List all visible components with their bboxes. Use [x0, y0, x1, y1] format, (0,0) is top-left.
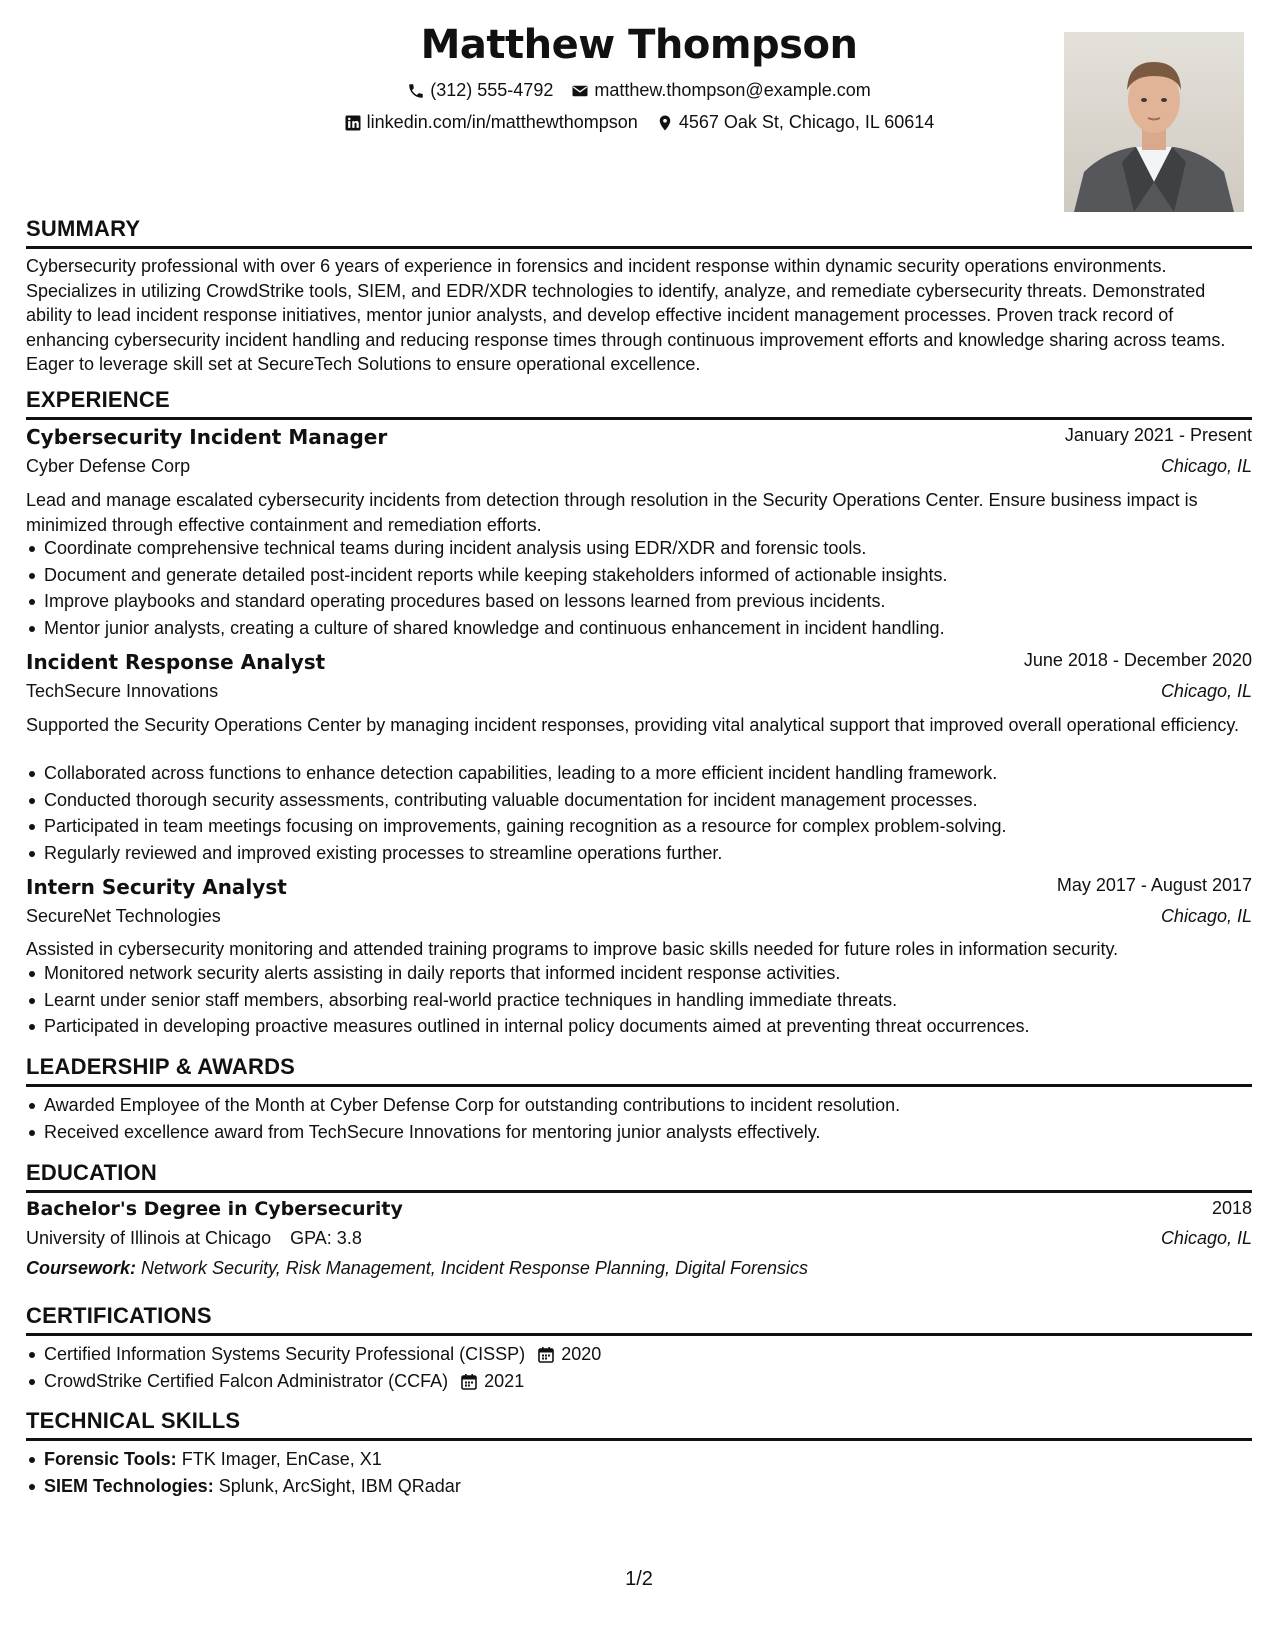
summary-text: Cybersecurity professional with over 6 years of experience in forensics and incident response within dynamic security operations environments. Specializes in utilizing CrowdStrike tools, SIEM, and EDR/XDR technologies to identify, analyze, and remediate cybersecurity threats. Demonstrated ability to lead incident response initiatives, mentor junior analysts, and develop effective incident management processes. Proven track record of enhancing cybersecurity incident handling and reducing response times through continuous improvement efforts and knowledge sharing across teams. Eager to leverage skill set at SecureTech Solutions to ensure operational excellence. [26, 256, 1226, 374]
certification-name: CrowdStrike Certified Falcon Administrator (CCFA) [44, 1370, 449, 1391]
job-location: Chicago, IL [1160, 681, 1252, 701]
list-item: Learnt under senior staff members, absorbing real-world practice techniques in handling immediate threats. [26, 987, 1252, 1014]
list-item: Regularly reviewed and improved existing processes to streamline operations further. [26, 840, 1252, 867]
list-item: Document and generate detailed post-incident reports while keeping stakeholders informed of actionable insights. [26, 562, 1252, 589]
job-title: Incident Response Analyst [26, 650, 326, 674]
certifications-list [26, 1341, 1252, 1394]
address-text: 4567 Oak St, Chicago, IL 60614 [678, 112, 935, 132]
list-item: Participated in team meetings focusing on improvements, gaining recognition as a resource for complex problem-solving. [26, 813, 1252, 840]
company-name: SecureNet Technologies [26, 906, 221, 926]
linkedin-contact[interactable] [344, 112, 638, 133]
education-heading: EDUCATION [26, 1160, 1252, 1193]
job-2-company-row [26, 681, 1252, 702]
list-item: Coordinate comprehensive technical teams during incident analysis using EDR/XDR and forensic tools. [26, 535, 1252, 562]
list-item: Participated in developing proactive measures outlined in internal policy documents aimed at preventing threat occurrences. [26, 1013, 1252, 1040]
company-name: Cyber Defense Corp [26, 456, 191, 476]
job-dates: May 2017 - August 2017 [1056, 875, 1252, 895]
gpa: GPA: 3.8 [290, 1228, 362, 1248]
email-contact[interactable] [571, 80, 870, 101]
job-description: Assisted in cybersecurity monitoring and attended training programs to improve basic skills needed for future roles in information security. [26, 939, 1119, 959]
job-3-bullets [26, 960, 1252, 1040]
school-location: Chicago, IL [1160, 1228, 1252, 1248]
job-3-company-row [26, 906, 1252, 927]
resume-header [26, 22, 1252, 212]
calendar-icon [538, 1346, 554, 1363]
school-info [26, 1228, 362, 1249]
list-item: Awarded Employee of the Month at Cyber Defense Corp for outstanding contributions to incident resolution. [26, 1092, 1252, 1119]
skill-category: SIEM Technologies: [44, 1475, 214, 1496]
list-item: Conducted thorough security assessments, contributing valuable documentation for incident management processes. [26, 787, 1252, 814]
education-degree-row [26, 1198, 1252, 1220]
resume-page [26, 0, 1252, 1650]
certification-name: Certified Information Systems Security Professional (CISSP) [44, 1344, 526, 1364]
phone-icon [407, 82, 425, 100]
job-1-bullets [26, 535, 1252, 641]
coursework-row [26, 1258, 1252, 1279]
job-1-company-row [26, 456, 1252, 477]
linkedin-icon [344, 114, 362, 132]
skill-values: Splunk, ArcSight, IBM QRadar [218, 1475, 461, 1496]
job-title: Cybersecurity Incident Manager [26, 425, 388, 449]
skills-list [26, 1446, 1252, 1499]
list-item [26, 1341, 1252, 1368]
certification-year: 2021 [484, 1370, 525, 1391]
leadership-heading: LEADERSHIP & AWARDS [26, 1054, 1252, 1087]
school-name: University of Illinois at Chicago [26, 1228, 272, 1248]
list-item [26, 1473, 1252, 1500]
list-item: Monitored network security alerts assisting in daily reports that informed incident response activities. [26, 960, 1252, 987]
profile-photo [1064, 32, 1244, 212]
experience-heading: EXPERIENCE [26, 387, 1252, 420]
coursework-list: Network Security, Risk Management, Incident Response Planning, Digital Forensics [141, 1258, 808, 1278]
email-text: matthew.thompson@example.com [594, 80, 871, 100]
degree-name: Bachelor's Degree in Cybersecurity [26, 1198, 403, 1220]
job-3-header [26, 875, 1252, 899]
list-item [26, 1368, 1252, 1395]
list-item: Mentor junior analysts, creating a culture of shared knowledge and continuous enhancement in incident handling. [26, 615, 1252, 642]
page-number: 1/2 [625, 1568, 653, 1590]
map-pin-icon [656, 114, 674, 132]
coursework-label: Coursework: [26, 1258, 137, 1278]
graduation-year: 2018 [1211, 1198, 1252, 1218]
job-dates: June 2018 - December 2020 [1023, 650, 1252, 670]
summary-heading: SUMMARY [26, 216, 1252, 249]
job-2-header [26, 650, 1252, 674]
linkedin-text: linkedin.com/in/matthewthompson [366, 112, 638, 132]
phone-text: (312) 555-4792 [430, 80, 554, 100]
job-location: Chicago, IL [1160, 906, 1252, 926]
certification-year: 2020 [561, 1344, 602, 1364]
skill-category: Forensic Tools: [44, 1449, 177, 1469]
address-contact [656, 112, 935, 133]
skills-heading: TECHNICAL SKILLS [26, 1408, 1252, 1441]
job-description: Supported the Security Operations Center by managing incident responses, providing vital analytical support that improved overall operational efficiency. [26, 715, 1240, 735]
phone-contact[interactable] [407, 80, 553, 101]
job-description: Lead and manage escalated cybersecurity incidents from detection through resolution in the Security Operations Center. Ensure business impact is minimized through effective containment and remediation efforts. [26, 490, 1198, 535]
job-title: Intern Security Analyst [26, 875, 287, 899]
leadership-list [26, 1092, 1252, 1145]
education-school-row [26, 1228, 1252, 1249]
job-2-bullets [26, 760, 1252, 866]
job-location: Chicago, IL [1160, 456, 1252, 476]
calendar-icon [461, 1373, 477, 1390]
envelope-icon [571, 82, 589, 100]
skill-values: FTK Imager, EnCase, X1 [181, 1449, 382, 1469]
list-item: Collaborated across functions to enhance detection capabilities, leading to a more efficient incident handling framework. [26, 760, 1252, 787]
company-name: TechSecure Innovations [26, 681, 219, 701]
list-item [26, 1446, 1252, 1473]
list-item: Improve playbooks and standard operating procedures based on lessons learned from previous incidents. [26, 588, 1252, 615]
job-1-header [26, 425, 1252, 449]
job-dates: January 2021 - Present [1064, 425, 1252, 445]
list-item: Received excellence award from TechSecure Innovations for mentoring junior analysts effectively. [26, 1119, 1252, 1146]
certifications-heading: CERTIFICATIONS [26, 1303, 1252, 1336]
candidate-name: Matthew Thompson [420, 22, 858, 68]
